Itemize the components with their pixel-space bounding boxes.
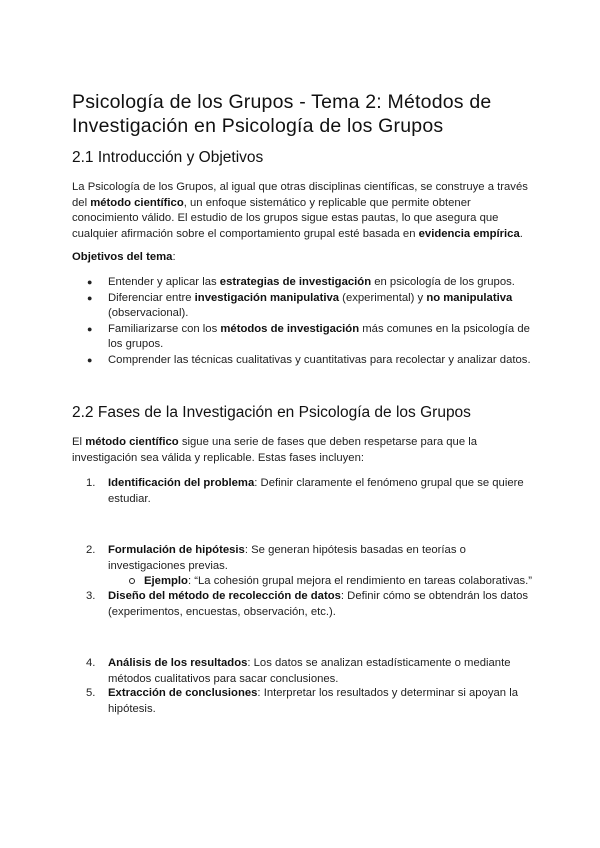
fases-intro-paragraph — [72, 435, 528, 466]
objectives-label — [72, 250, 528, 266]
bullet-icon: ● — [87, 323, 93, 334]
phase-title: Análisis de los resultados — [108, 657, 248, 669]
bullet-icon: ● — [87, 277, 93, 287]
phase-number: 4. — [86, 657, 96, 669]
phase-number: 1. — [86, 477, 96, 489]
objective-bold: no manipulativa — [426, 291, 513, 304]
phase-title: Diseño del método de recolección de datos — [108, 590, 341, 602]
phase-text: : Interpretar los resultados y determinar si apoyan la hipótesis. — [108, 687, 519, 715]
example-text: : “La cohesión grupal mejora el rendimiento en tareas colaborativas.” — [187, 575, 533, 587]
bullet-icon: ● — [87, 292, 93, 303]
phase-title: Identificación del problema — [108, 477, 255, 489]
objective-text: (experimental) y — [339, 291, 427, 304]
phase-number: 3. — [86, 590, 96, 602]
phase-item-5 — [72, 686, 532, 717]
phase-example — [72, 574, 542, 590]
objective-text: Entender y aplicar las — [108, 276, 220, 288]
objectives-list — [72, 275, 532, 369]
list-item — [72, 322, 532, 353]
fases-intro-text-2: sigue una serie de fases que deben respetarse para que la investigación sea válida y replicable. Estas fases incluyen: — [72, 436, 478, 464]
objective-text: Comprender las técnicas cualitativas y cuantitativas para recolectar y analizar datos. — [108, 353, 531, 366]
bullet-icon: ● — [87, 354, 93, 365]
objective-bold: estrategias de investigación — [219, 276, 372, 288]
phase-text: : Definir claramente el fenómeno grupal que se quiere estudiar. — [108, 477, 524, 505]
intro-text-2: , un enfoque sistemático y replicable que permite obtener conocimiento válido. El estudio de los grupos sigue estas pautas, lo que asegura que cualquier afirmación sobre el comportamiento grupal esté basada en — [72, 196, 499, 240]
section-heading-fases: 2.2 Fases de la Investigación en Psicología de los Grupos — [72, 404, 471, 421]
phase-item-3 — [72, 589, 532, 620]
objective-text: más comunes en la psicología de los grupos. — [108, 322, 530, 351]
phase-text: : Los datos se analizan estadísticamente o mediante métodos cualitativos para sacar conclusiones. — [108, 657, 511, 685]
objectives-label-bold: Objetivos del tema — [72, 251, 173, 263]
objective-text: Diferenciar entre — [108, 291, 195, 304]
phase-title: Extracción de conclusiones — [108, 687, 258, 699]
objectives-label-colon: : — [172, 251, 176, 263]
fases-intro-text-1: El — [72, 436, 86, 448]
section-heading-intro: 2.1 Introducción y Objetivos — [72, 149, 264, 166]
phase-title: Formulación de hipótesis — [108, 544, 245, 556]
list-item — [72, 353, 532, 369]
circle-bullet-icon — [129, 578, 135, 584]
phase-item-4 — [72, 656, 532, 687]
intro-bold-evidencia: evidencia empírica — [418, 227, 520, 240]
objective-bold: investigación manipulativa — [194, 291, 340, 304]
objective-text: Familiarizarse con los — [108, 322, 221, 335]
page-title: Psicología de los Grupos - Tema 2: Métodos de Investigación en Psicología de los Grupos — [72, 91, 492, 137]
phase-text: : Se generan hipótesis basadas en teorías o investigaciones previas. — [108, 544, 466, 572]
objective-text: en psicología de los grupos. — [371, 276, 515, 288]
objective-text: (observacional). — [108, 307, 189, 320]
list-item — [72, 275, 532, 291]
example-label: Ejemplo — [144, 575, 188, 587]
list-item — [72, 291, 532, 322]
phase-number: 2. — [86, 544, 96, 556]
phase-item-1 — [72, 476, 532, 507]
intro-text-1: La Psicología de los Grupos, al igual que otras disciplinas científicas, se construye a través del — [72, 181, 528, 209]
intro-bold-metodo: método científico — [90, 196, 184, 209]
objective-bold: métodos de investigación — [220, 322, 360, 335]
intro-paragraph — [72, 180, 528, 242]
phase-number: 5. — [86, 687, 96, 699]
intro-text-3: . — [519, 227, 523, 240]
phase-text: : Definir cómo se obtendrán los datos (experimentos, encuestas, observación, etc.). — [108, 590, 529, 618]
fases-intro-bold: método científico — [85, 436, 179, 448]
phase-item-2 — [72, 543, 532, 574]
